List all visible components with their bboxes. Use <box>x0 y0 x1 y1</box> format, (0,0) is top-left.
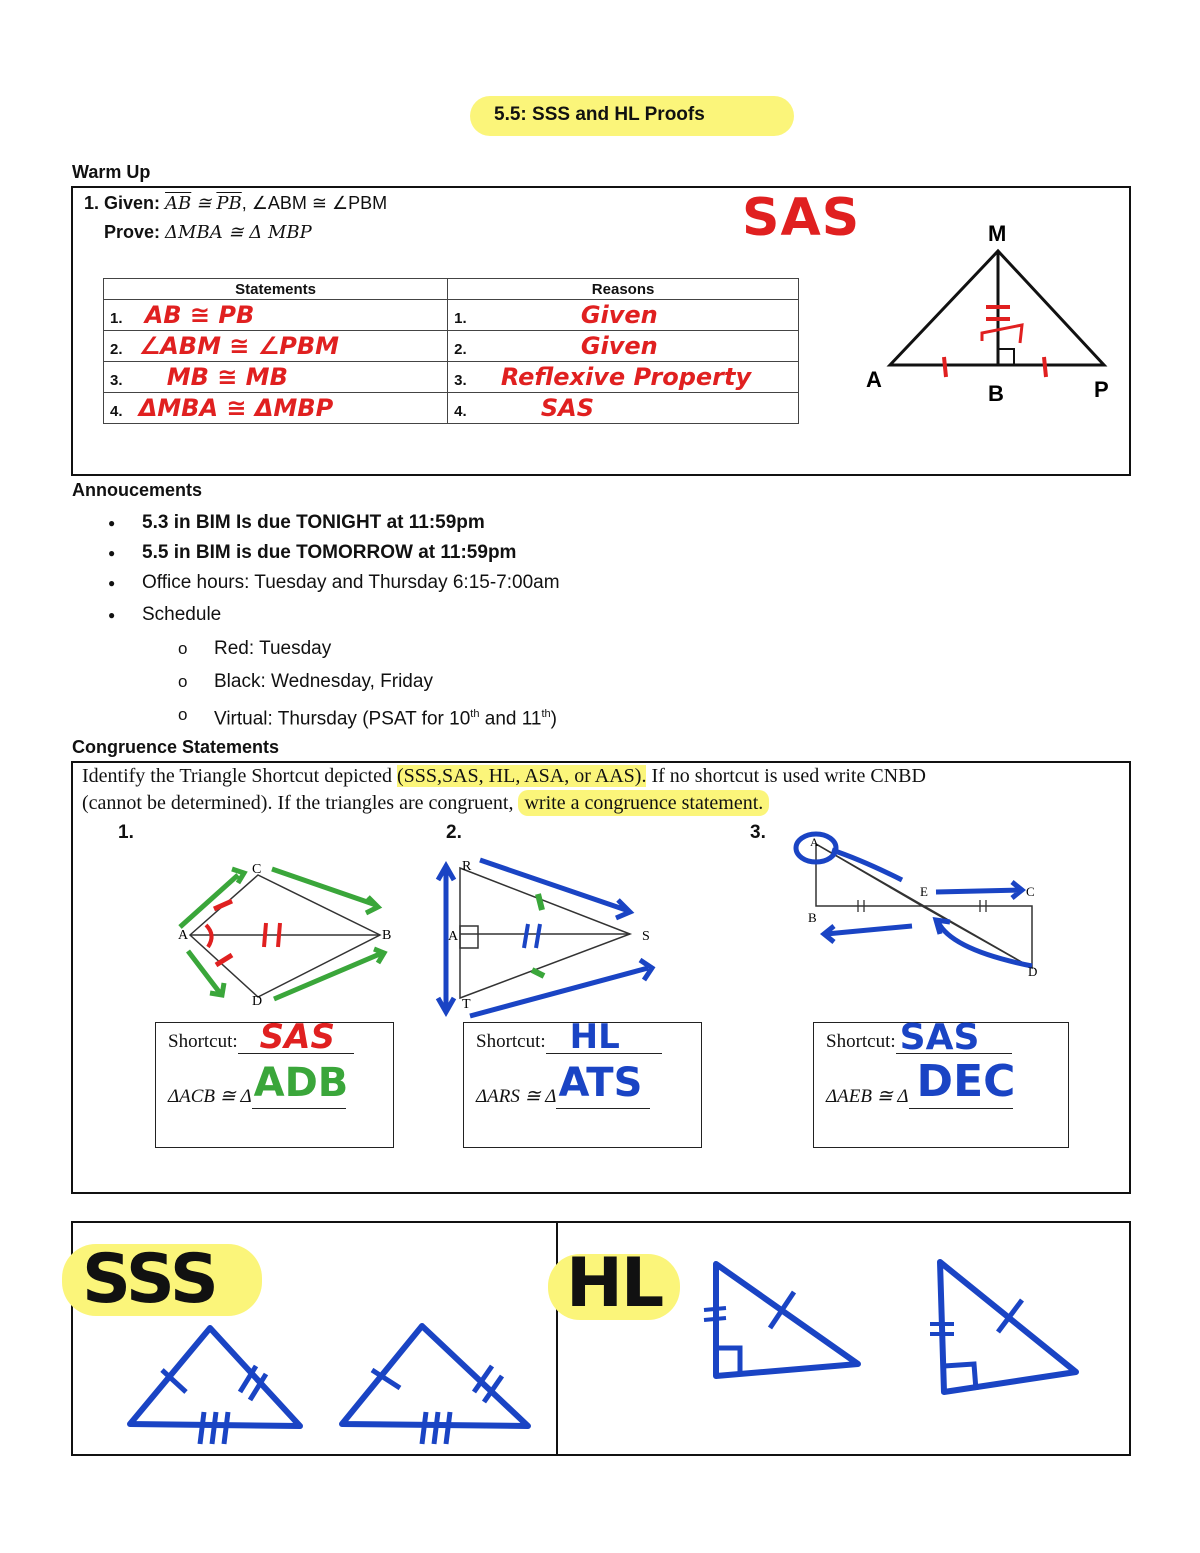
problem-1-answer-box: Shortcut: SAS ΔACB ≅ Δ ADB <box>155 1022 394 1148</box>
sss-label: SSS <box>82 1240 217 1319</box>
problem-1-triangle-answer: ADB <box>253 1060 349 1106</box>
problem-3-answer-box: Shortcut: SAS ΔAEB ≅ Δ DEC <box>813 1022 1069 1148</box>
problem-2-shortcut-answer: HL <box>569 1017 620 1057</box>
svg-text:R: R <box>462 859 472 874</box>
triangle-map-diagram <box>860 215 1120 410</box>
label-m: M <box>988 221 1007 246</box>
label-b: B <box>988 381 1004 406</box>
problem-2-answer-box: Shortcut: HL ΔARS ≅ Δ ATS <box>463 1022 702 1148</box>
announcements-list <box>108 508 560 731</box>
given-line: 1. Given: $\overline{AB}$ ≅ $\overline{PB}$, ∠ABM ≅ ∠PBM <box>84 193 388 214</box>
list-item: ● 5.5 in BIM is due TOMORROW at 11:59pm <box>108 538 560 568</box>
shortcuts-divider <box>556 1221 558 1456</box>
problem-1-diagram <box>170 855 400 1020</box>
problem-1-number: 1. <box>118 822 134 843</box>
svg-text:B: B <box>382 928 392 943</box>
svg-text:D: D <box>1028 964 1038 979</box>
list-item: o Red: Tuesday <box>108 632 560 665</box>
list-item: ● Schedule <box>108 598 560 632</box>
svg-text:S: S <box>642 929 650 944</box>
table-row: 3. MB ≅ MB <box>104 362 448 393</box>
announcements-label: Annoucements <box>72 480 203 500</box>
label-a: A <box>866 367 882 392</box>
svg-text:C: C <box>252 862 262 877</box>
proof-table: Statements Reasons 1. AB ≅ PB 1. Given 2. ∠ABM ≅ ∠PBM 2. Given 3. MB ≅ MB 3. Reflexive Property 4. ΔMBA ≅ ΔMBP 4. SAS <box>103 278 799 424</box>
svg-text:E: E <box>920 884 928 899</box>
table-row: 4. ΔMBA ≅ ΔMBP <box>104 393 448 424</box>
svg-text:A: A <box>810 835 819 849</box>
svg-text:B: B <box>808 910 817 925</box>
problem-3-number: 3. <box>750 822 766 843</box>
problem-3-triangle-answer: DEC <box>916 1056 1016 1107</box>
statements-header: Statements <box>104 279 448 300</box>
prove-line: Prove: ΔMBA ≅ Δ MBP <box>104 222 312 243</box>
problem-2-number: 2. <box>446 822 462 843</box>
svg-text:A: A <box>178 928 189 943</box>
list-item: ● Office hours: Tuesday and Thursday 6:15-7:00am <box>108 568 560 598</box>
page-title: 5.5: SSS and HL Proofs <box>494 104 705 125</box>
instructions-line-1: Identify the Triangle Shortcut depicted (SSS,SAS, HL, ASA, or AAS). If no shortcut is used write CNBD <box>82 765 926 787</box>
svg-text:T: T <box>462 997 471 1012</box>
sss-triangles <box>120 1318 540 1452</box>
list-item: ● 5.3 in BIM Is due TONIGHT at 11:59pm <box>108 508 560 538</box>
reasons-header: Reasons <box>448 279 799 300</box>
problem-3-shortcut-answer: SAS <box>899 1017 980 1058</box>
svg-text:A: A <box>448 929 459 944</box>
problem-3-diagram <box>792 830 1052 980</box>
hl-triangles <box>698 1252 1088 1452</box>
svg-text:D: D <box>252 994 263 1009</box>
warm-up-label: Warm Up <box>72 162 151 182</box>
list-item: o Virtual: Thursday (PSAT for 10th and 11th) <box>108 698 560 731</box>
problem-2-diagram <box>430 850 665 1025</box>
label-p: P <box>1094 377 1109 402</box>
congruence-label: Congruence Statements <box>72 737 280 757</box>
instructions-line-2: (cannot be determined). If the triangles are congruent, write a congruence statement. <box>82 792 769 815</box>
table-row: 1. AB ≅ PB <box>104 300 448 331</box>
list-item: o Black: Wednesday, Friday <box>108 665 560 698</box>
table-row: 2. ∠ABM ≅ ∠PBM <box>104 331 448 362</box>
svg-text:C: C <box>1026 884 1035 899</box>
problem-1-shortcut-answer: SAS <box>259 1017 335 1057</box>
hl-label: HL <box>566 1244 663 1323</box>
problem-2-triangle-answer: ATS <box>558 1060 643 1106</box>
handwritten-sas: SAS <box>742 188 861 248</box>
